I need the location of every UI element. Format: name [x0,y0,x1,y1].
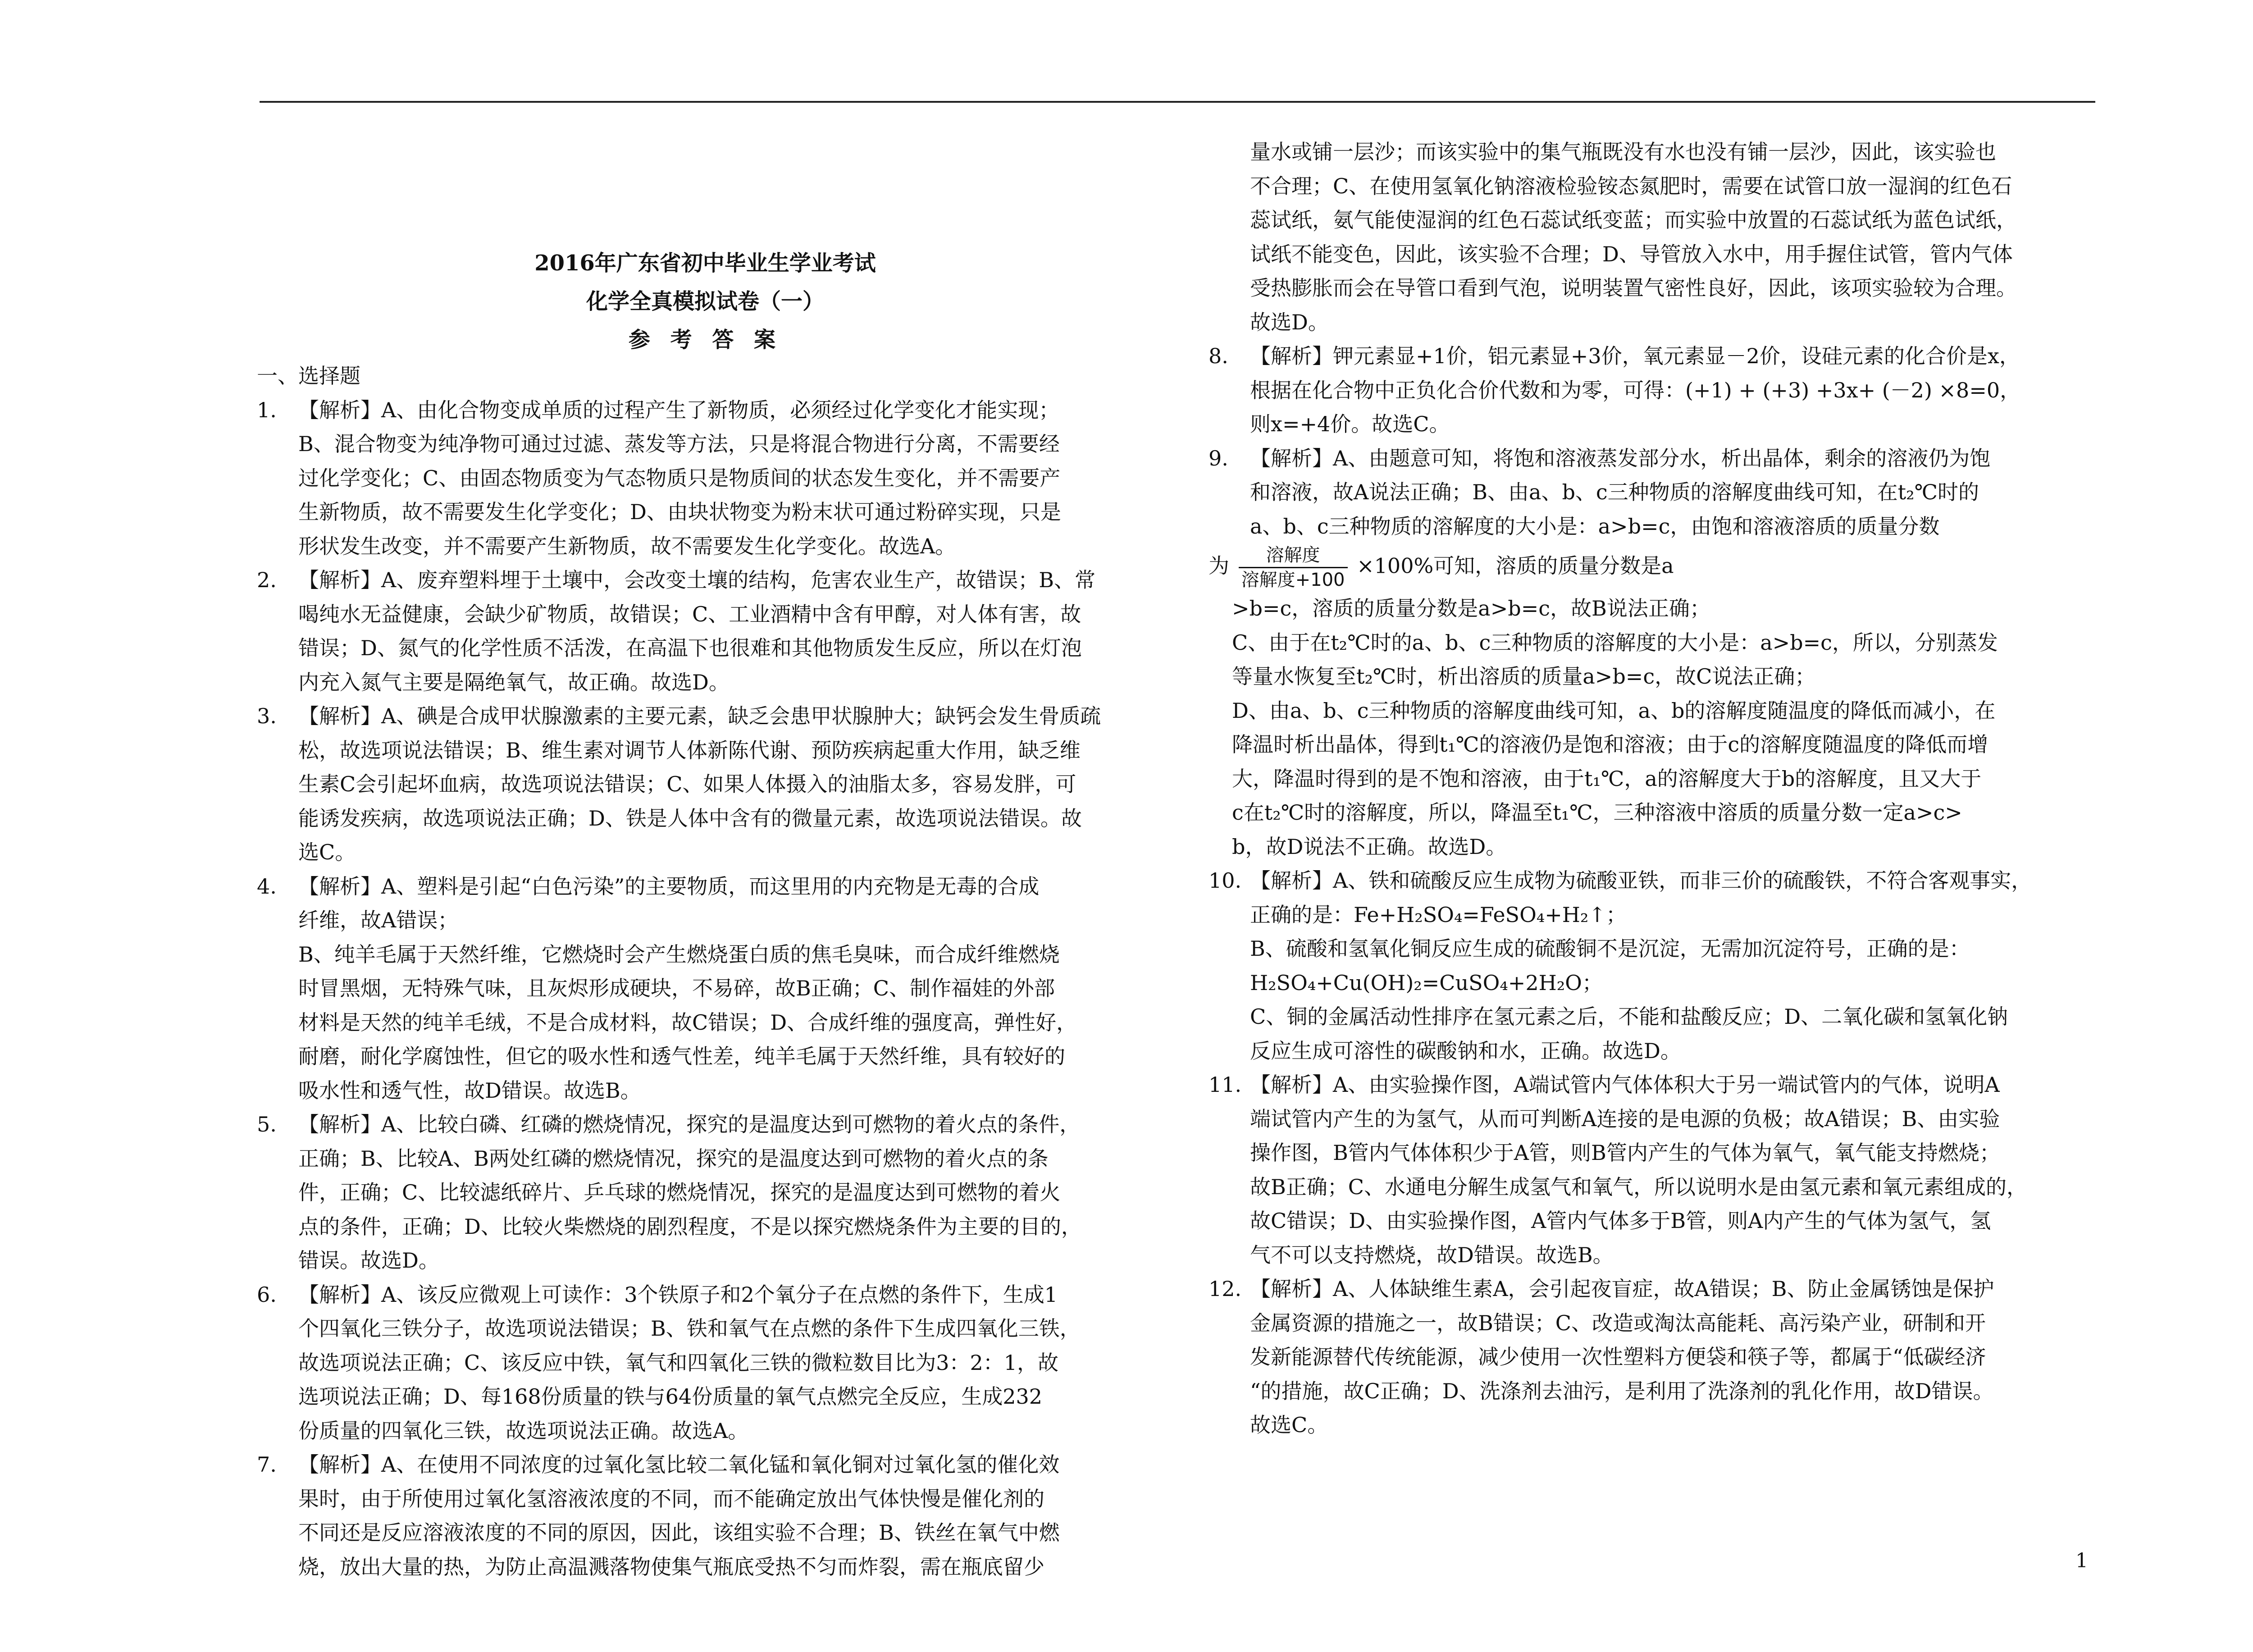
text-line: 【解析】A、塑料是引起“白色污染”的主要物质，而这里用的内充物是无毒的合成 [298,874,1040,899]
text-line: “的措施，故C正确；D、洗涤剂去油污，是利用了洗涤剂的乳化作用，故D错误。 [1250,1378,1994,1403]
section-heading: 一、选择题 [257,364,360,388]
exam-subtitle: 化学全真模拟试卷（一） [586,289,824,314]
text-line: 正确的是：Fe+H₂SO₄=FeSO₄+H₂↑； [1250,902,1627,927]
question-number: 5. [257,1112,277,1136]
question-number: 1. [257,397,277,422]
text-line: 错误；D、氮气的化学性质不活泼，在高温下也很难和其他物质发生反应，所以在灯泡 [298,636,1082,660]
answer-key-title: 参 考 答 案 [628,327,782,352]
text-line: 故C错误；D、由实验操作图，A管内气体多于B管，则A内产生的气体为氢气，氢 [1250,1209,1991,1233]
fraction-denominator: 溶解度+100 [1241,570,1345,590]
text-line: 【解析】A、比较白磷、红磷的燃烧情况，探究的是温度达到可燃物的着火点的条件， [298,1112,1081,1136]
question-body [1250,135,2096,339]
text-line: 【解析】A、由题意可知，将饱和溶液蒸发部分水，析出晶体，剩余的溶液仍为饱 [1250,446,1991,470]
text-line: c在t₂℃时的溶解度，所以，降温至t₁℃，三种溶液中溶质的质量分数一定a>c> [1232,800,1962,825]
text-line: 正确；B、比较A、B两处红磷的燃烧情况，探究的是温度达到可燃物的着火点的条 [298,1146,1049,1171]
question-body [298,699,1154,870]
text-line: 端试管内产生的为氢气，从而可判断A连接的是电源的负极；故A错误；B、由实验 [1250,1106,2000,1131]
text-line: 件，正确；C、比较滤纸碎片、乒乓球的燃烧情况，探究的是温度达到可燃物的着火 [298,1180,1061,1205]
text-line: 份质量的四氧化三铁，故选项说法正确。故选A。 [298,1418,749,1443]
right-column [1209,135,2096,1442]
text-line: 形状发生改变，并不需要产生新物质，故不需要发生化学变化。故选A。 [298,534,956,558]
text-line: 烧，放出大量的热，为防止高温溅落物使集气瓶底受热不匀而炸裂，需在瓶底留少 [298,1554,1044,1579]
question-number: 8. [1209,344,1228,368]
question-body [1209,442,2096,864]
question-number: 4. [257,874,277,899]
text-line: 耐磨，耐化学腐蚀性，但它的吸水性和透气性差，纯羊毛属于天然纤维，具有较好的 [298,1044,1065,1068]
text-line: C、铜的金属活动性排序在氢元素之后，不能和盐酸反应；D、二氧化碳和氢氧化钠 [1250,1004,2008,1029]
text-line: 故选C。 [1250,1413,1328,1437]
text-line: 点的条件，正确；D、比较火柴燃烧的剧烈程度，不是以探究燃烧条件为主要的目的， [298,1214,1082,1239]
text-line: 试纸不能变色，因此，该实验不合理；D、导管放入水中，用手握住试管，管内气体 [1250,242,2013,266]
text-line: 【解析】A、废弃塑料埋于土壤中，会改变土壤的结构，危害农业生产，故错误；B、常 [298,568,1096,592]
question-number: 7. [257,1452,277,1477]
question-7 [257,1448,1154,1584]
question-2 [257,563,1154,699]
text-line: >b=c，溶质的质量分数是a>b=c，故B说法正确； [1232,596,1710,621]
text-line: D、由a、b、c三种物质的溶解度曲线可知，a、b的溶解度随温度的降低而减小，在 [1232,698,1996,723]
text-line: 喝纯水无益健康，会缺少矿物质，故错误；C、工业酒精中含有甲醇，对人体有害，故 [298,602,1081,626]
page-number: 1 [2075,1549,2088,1572]
question-number: 3. [257,704,277,728]
fraction-line: 为 $\frac{\text{溶解度}}{\text{溶解度+100}}$ ×100%可知，溶质的质量分数是a [1209,543,2096,592]
question-6 [257,1278,1154,1448]
text-line: 反应生成可溶性的碳酸钠和水，正确。故选D。 [1250,1038,1681,1063]
question-body [298,563,1154,699]
text-line: 【解析】A、该反应微观上可读作：3个铁原子和2个氧分子在点燃的条件下，生成1 [298,1282,1058,1307]
text-line: 【解析】A、在使用不同浓度的过氧化氢比较二氧化锰和氧化铜对过氧化氢的催化效 [298,1452,1060,1477]
text-line: 不同还是反应溶液浓度的不同的原因，因此，该组实验不合理；B、铁丝在氧气中燃 [298,1520,1060,1545]
text-line: 发新能源替代传统能源，减少使用一次性塑料方便袋和筷子等，都属于“低碳经济 [1250,1345,1986,1369]
question-number: 6. [257,1282,277,1307]
question-8 [1209,339,2096,442]
question-1 [257,393,1154,564]
question-body [1250,1272,2096,1442]
question-4 [257,870,1154,1108]
text-line: 【解析】钾元素显+1价，铝元素显+3价，氧元素显－2价，设硅元素的化合价是x， [1250,344,2020,368]
text-line: 个四氧化三铁分子，故选项说法错误；B、铁和氧气在点燃的条件下生成四氧化三铁， [298,1316,1081,1341]
text-line: 蕊试纸，氨气能使湿润的红色石蕊试纸变蓝；而实验中放置的石蕊试纸为蓝色试纸， [1250,208,2017,232]
text-line: 吸水性和透气性，故D错误。故选B。 [298,1078,641,1103]
text-line: 【解析】A、人体缺维生素A，会引起夜盲症，故A错误；B、防止金属锈蚀是保护 [1250,1277,1994,1301]
text-line: 金属资源的措施之一，故B错误；C、改造或淘汰高能耗、高污染产业，研制和开 [1250,1310,1986,1335]
question-7-continued [1209,135,2096,339]
question-body [1250,339,2096,442]
question-list-left [257,393,1154,1584]
question-9 [1209,442,2096,864]
question-12 [1209,1272,2096,1442]
text-line: 气不可以支持燃烧，故D错误。故选B。 [1250,1242,1614,1267]
text-line: 选C。 [298,840,356,864]
top-rule [260,101,2095,103]
text-line: H₂SO₄+Cu(OH)₂=CuSO₄+2H₂O； [1250,970,1603,995]
question-number: 9. [1209,446,1228,470]
text-line: 【解析】A、由化合物变成单质的过程产生了新物质，必须经过化学变化才能实现； [298,397,1060,422]
text-line: 内充入氮气主要是隔绝氧气，故正确。故选D。 [298,670,730,694]
text-line: 不合理；C、在使用氢氧化钠溶液检验铵态氮肥时，需要在试管口放一湿润的红色石 [1250,173,2012,198]
fraction-numerator: 溶解度 [1239,543,1348,568]
text-line: a、b、c三种物质的溶解度的大小是：a>b=c，由饱和溶液溶质的质量分数 [1250,514,1940,538]
text-line: 过化学变化；C、由固态物质变为气态物质只是物质间的状态发生变化，并不需要产 [298,465,1061,490]
question-body [298,1448,1154,1584]
question-body [1250,864,2096,1068]
text-line: 则x=+4价。故选C。 [1250,412,1450,436]
question-number: 2. [257,568,277,592]
text-line: 生素C会引起坏血病，故选项说法错误；C、如果人体摄入的油脂太多，容易发胖，可 [298,772,1076,796]
text-line: B、硫酸和氢氧化铜反应生成的硫酸铜不是沉淀，无需加沉淀符号，正确的是： [1250,936,1970,961]
text-line: b，故D说法不正确。故选D。 [1232,834,1507,859]
text-line: 错误。故选D。 [298,1248,439,1273]
text-line: 故B正确；C、水通电分解生成氢气和氧气，所以说明水是由氢元素和氧元素组成的， [1250,1174,2027,1199]
text-line: 生新物质，故不需要发生化学变化；D、由块状物变为粉末状可通过粉碎实现，只是 [298,500,1061,524]
text-line: 大，降温时得到的是不饱和溶液，由于t₁℃，a的溶解度大于b的溶解度，且又大于 [1232,766,1982,791]
question-10 [1209,864,2096,1068]
text-line: 【解析】A、铁和硫酸反应生成物为硫酸亚铁，而非三价的硫酸铁，不符合客观事实， [1250,868,2032,893]
text-line: B、纯羊毛属于天然纤维，它燃烧时会产生燃烧蛋白质的焦毛臭味，而合成纤维燃烧 [298,942,1060,967]
text-line: 果时，由于所使用过氧化氢溶液浓度的不同，而不能确定放出气体快慢是催化剂的 [298,1486,1044,1511]
text-line: 【解析】A、碘是合成甲状腺激素的主要元素，缺乏会患甲状腺肿大；缺钙会发生骨质疏 [298,704,1101,728]
question-number: 10. [1209,868,1242,893]
question-number: 12. [1209,1277,1242,1301]
text-line: 和溶液，故A说法正确；B、由a、b、c三种物质的溶解度曲线可知，在t₂℃时的 [1250,480,1979,504]
text-line: 时冒黑烟，无特殊气味，且灰烬形成硬块，不易碎，故B正确；C、制作福娃的外部 [298,976,1055,1000]
question-body [298,1278,1154,1448]
text-line: 等量水恢复至t₂℃时，析出溶质的质量a>b=c，故C说法正确； [1232,664,1816,689]
text-line: 能诱发疾病，故选项说法正确；D、铁是人体中含有的微量元素，故选项说法错误。故 [298,806,1082,831]
question-body [298,393,1154,564]
question-body [298,870,1154,1108]
question-body [298,1108,1154,1278]
text-line: 材料是天然的纯羊毛绒，不是合成材料，故C错误；D、合成纤维的强度高，弹性好， [298,1010,1077,1035]
left-column [257,135,1154,1584]
text-line: 故选项说法正确；C、该反应中铁，氧气和四氧化三铁的微粒数目比为3：2：1，故 [298,1350,1058,1375]
text-line: 纤维，故A错误； [298,908,459,932]
text-line: 松，故选项说法错误；B、维生素对调节人体新陈代谢、预防疾病起重大作用，缺乏维 [298,738,1081,762]
exam-title: 2016年广东省初中毕业生学业考试 [534,251,876,276]
text-line: 量水或铺一层沙；而该实验中的集气瓶既没有水也没有铺一层沙，因此，该实验也 [1250,140,1996,164]
text-line: B、混合物变为纯净物可通过过滤、蒸发等方法，只是将混合物进行分离，不需要经 [298,432,1060,456]
text-line: 降温时析出晶体，得到t₁℃的溶液仍是饱和溶液；由于c的溶解度随温度的降低而增 [1232,732,1988,757]
text-line: 根据在化合物中正负化合价代数和为零，可得：(+1) + (+3) +3x+ (－2) ×8=0， [1250,378,2021,402]
text-line: 受热膨胀而会在导管口看到气泡，说明装置气密性良好，因此，该项实验较为合理。 [1250,276,2017,300]
text-line: 【解析】A、由实验操作图，A端试管内气体体积大于另一端试管内的气体，说明A [1250,1072,2000,1097]
text-line: 故选D。 [1250,310,1329,334]
question-3 [257,699,1154,870]
question-11 [1209,1068,2096,1272]
text-line: C、由于在t₂℃时的a、b、c三种物质的溶解度的大小是：a>b=c，所以，分别蒸发 [1232,630,1998,655]
question-5 [257,1108,1154,1278]
text-line: 选项说法正确；D、每168份质量的铁与64份质量的氧气点燃完全反应，生成232 [298,1384,1043,1409]
question-number: 11. [1209,1072,1242,1097]
mass-fraction-formula [1239,543,1348,592]
question-body [1250,1068,2096,1272]
text-line: 操作图，B管内气体体积少于A管，则B管内产生的气体为氧气，氧气能支持燃烧； [1250,1141,2000,1165]
